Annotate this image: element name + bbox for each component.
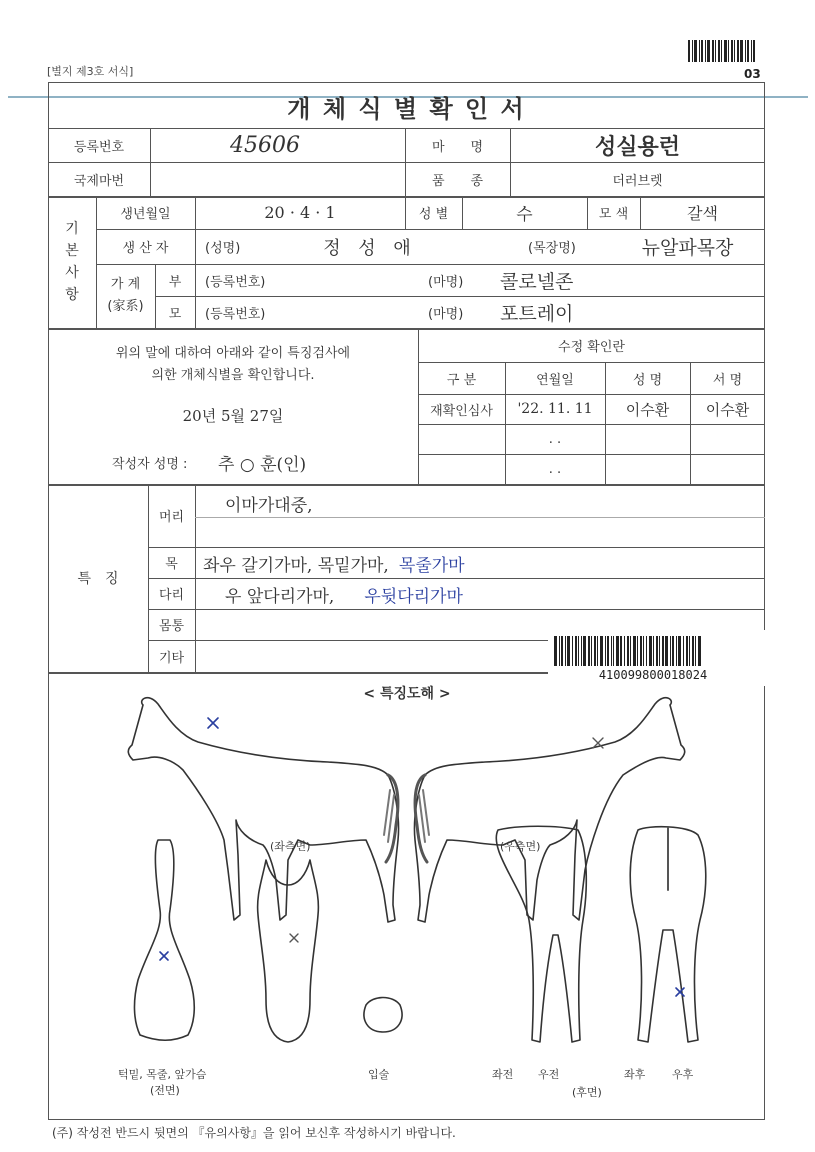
barcode-number: 410099800018024 xyxy=(598,668,708,682)
sire-label: 부 xyxy=(168,274,182,290)
page-title: 개 체 식 별 확 인 서 xyxy=(287,94,526,123)
front-right-caption: 우전 xyxy=(538,1068,560,1081)
farm-sub: (목장명) xyxy=(528,241,576,256)
right-horse-outline xyxy=(414,698,684,922)
sex-value: 수 xyxy=(516,205,533,225)
revision-row1-sign: 이수환 xyxy=(705,400,750,419)
front-left-caption: 좌전 xyxy=(492,1068,514,1081)
birth-value: 20 · 4 · 1 xyxy=(264,203,336,222)
front-neck-outline xyxy=(134,840,194,1040)
rear-left-caption: 좌후 xyxy=(624,1068,646,1081)
marking-head xyxy=(290,934,298,942)
author-value: 추 ○ 훈(인) xyxy=(218,454,307,475)
breed-value: 더러브렛 xyxy=(612,173,663,189)
confirm-date: 20년 5월 27일 xyxy=(182,406,284,425)
head-label: 머리 xyxy=(158,510,185,525)
neck-value-blue: 목줄가마 xyxy=(398,555,465,576)
farm-value: 뉴알파목장 xyxy=(641,237,734,259)
leg-label: 다리 xyxy=(158,588,185,603)
sire-name-sub: (마명) xyxy=(428,274,464,290)
revision-col-name: 성 명 xyxy=(632,372,663,388)
neck-label: 목 xyxy=(165,557,178,572)
dam-name-sub: (마명) xyxy=(428,306,464,322)
author-label: 작성자 성명 : xyxy=(112,456,188,472)
marking-left-neck xyxy=(208,718,218,728)
head-front-outline xyxy=(258,860,319,1042)
intl-no-value xyxy=(150,162,405,196)
sex-label: 성 별 xyxy=(418,207,449,222)
head-value: 이마가대중, xyxy=(225,495,313,516)
color-value: 갈색 xyxy=(687,204,718,223)
form-number: [별지 제3호 서식] xyxy=(47,65,134,78)
horse-name-label: 마 명 xyxy=(431,139,484,155)
statement-line2: 의한 개체식별을 확인합니다. xyxy=(151,367,315,383)
right-side-label: (우측면) xyxy=(500,840,541,853)
producer-label: 생 산 자 xyxy=(122,241,169,256)
lips-caption: 입술 xyxy=(368,1068,390,1081)
revision-row1-name: 이수환 xyxy=(625,400,670,419)
revision-row2-date: . . xyxy=(548,431,562,447)
revision-row3-date: . . xyxy=(548,461,562,477)
intl-no-label: 국제마번 xyxy=(73,173,125,189)
barcode-sticker xyxy=(548,630,766,686)
revision-row1-type: 재확인심사 xyxy=(430,403,493,419)
front-caption: 턱밑, 목줄, 앞가슴 xyxy=(118,1068,207,1081)
left-horse-outline xyxy=(128,698,398,922)
dam-reg-sub: (등록번호) xyxy=(205,306,266,322)
other-label: 기타 xyxy=(158,650,185,666)
basic-section-label: 기 본 사 항 xyxy=(65,221,79,303)
birth-label: 생년월일 xyxy=(120,207,171,222)
statement-line1: 위의 말에 대하여 아래와 같이 특징검사에 xyxy=(115,345,351,361)
breed-label: 품 종 xyxy=(431,173,484,189)
neck-value-black: 좌우 갈기가마, 목밑가마, xyxy=(203,555,389,576)
marking-front-neck xyxy=(160,952,168,960)
rear-right-caption: 우후 xyxy=(672,1068,694,1081)
front-legs-outline xyxy=(496,826,586,1042)
revision-col-type: 구 분 xyxy=(446,372,477,388)
horse-name-value: 성실용런 xyxy=(594,133,680,160)
lineage-label: 가 계 (家系) xyxy=(107,277,144,314)
front-label: (전면) xyxy=(150,1084,180,1097)
sire-reg-sub: (등록번호) xyxy=(205,274,266,290)
lips-outline xyxy=(364,998,402,1033)
marking-rear-leg xyxy=(676,988,684,996)
reg-no-label: 등록번호 xyxy=(73,139,125,155)
features-section-label: 특 징 xyxy=(77,571,119,587)
left-side-label: (좌측면) xyxy=(270,840,311,853)
top-barcode xyxy=(688,40,764,62)
horse-diagrams xyxy=(48,680,765,1120)
dam-label: 모 xyxy=(168,306,182,322)
revision-row1-date: '22. 11. 11 xyxy=(517,401,593,417)
revision-title: 수정 확인란 xyxy=(558,339,625,355)
footer-note: (주) 작성전 반드시 뒷면의 『유의사항』을 읽어 보신후 작성하시기 바랍니다. xyxy=(52,1126,456,1140)
dam-value: 포트레이 xyxy=(500,302,574,325)
rear-label: (후면) xyxy=(572,1086,602,1099)
other-value xyxy=(195,640,555,672)
diagram-title: < 특징도해 > xyxy=(363,686,451,702)
page-number: 03 xyxy=(744,67,761,81)
producer-name-value: 정 성 애 xyxy=(323,237,417,259)
body-label: 몸통 xyxy=(158,619,185,634)
reg-no-value: 45606 xyxy=(230,132,300,158)
neck-values xyxy=(203,550,465,576)
producer-name-sub: (성명) xyxy=(205,241,241,256)
color-label: 모 색 xyxy=(598,207,629,222)
leg-value-black: 우 앞다리가마, xyxy=(225,586,335,607)
leg-value-blue: 우뒷다리가마 xyxy=(364,586,463,607)
leg-values xyxy=(225,582,463,606)
sire-value: 콜로넬존 xyxy=(500,270,574,293)
sticker-barcode xyxy=(554,636,758,666)
revision-col-date: 연월일 xyxy=(536,372,574,388)
revision-col-sign: 서 명 xyxy=(712,372,743,388)
